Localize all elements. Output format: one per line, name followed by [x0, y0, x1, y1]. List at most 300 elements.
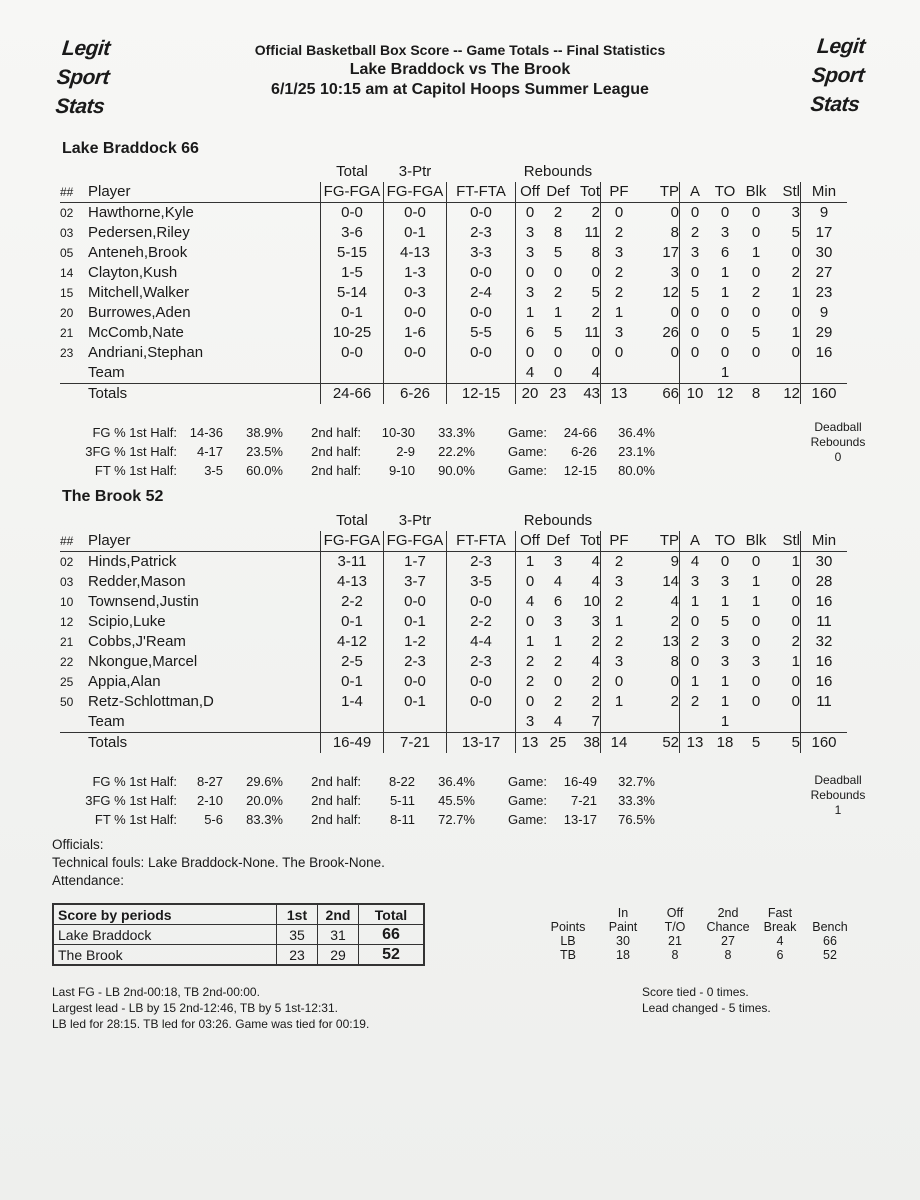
- stat-a: 0: [680, 652, 711, 672]
- stat-fg: 0-1: [321, 303, 384, 323]
- stat-fg: 2-5: [321, 652, 384, 672]
- stat-stl: 0: [791, 673, 800, 690]
- pct-h1p: 23.5%: [246, 444, 283, 459]
- stat-a: 0: [680, 323, 711, 343]
- pct-label: 3FG % 1st Half:: [85, 444, 177, 459]
- stat-def: 3: [553, 553, 563, 570]
- officials: Officials:: [52, 837, 104, 852]
- player-row: [60, 552, 847, 573]
- other-stats-table: [540, 906, 856, 962]
- stat-tp: 26: [662, 324, 679, 341]
- stat-stl: 0: [791, 244, 800, 261]
- player-number: 22: [60, 655, 74, 669]
- team1-deadball: [793, 420, 883, 465]
- stat-pf: [601, 363, 638, 384]
- player-name: Redder,Mason: [88, 573, 186, 590]
- pct-h2l: 2nd half:: [311, 793, 361, 808]
- header-cell: [710, 162, 740, 182]
- header-cell: [740, 162, 772, 182]
- player-number: 10: [60, 595, 74, 609]
- stat-tp3: 0-1: [384, 612, 447, 632]
- stat-a: 2: [680, 223, 711, 243]
- other-stats-value: 52: [823, 948, 837, 962]
- periods-header: Total: [359, 904, 425, 925]
- pct-g: 6-26: [570, 444, 597, 459]
- header-group-rebounds: Rebounds: [523, 512, 593, 529]
- header-cell: [637, 162, 680, 182]
- player-name: Townsend,Justin: [88, 593, 199, 610]
- header-tot: Tot: [572, 531, 601, 552]
- stat-to: 1: [720, 593, 730, 610]
- stat-fg: 5-15: [321, 243, 384, 263]
- pct-gp: 23.1%: [618, 444, 655, 459]
- other-stats-value: 21: [668, 934, 682, 948]
- other-stats-header: Off: [666, 906, 684, 920]
- header-stl: Stl: [772, 531, 801, 552]
- stat-fg: 0-1: [321, 612, 384, 632]
- total-tp3: 6-26: [384, 384, 447, 405]
- stat-blk: 0: [751, 204, 761, 221]
- pct-h1: 14-36: [189, 425, 223, 440]
- pct-h2l: 2nd half:: [311, 812, 361, 827]
- stat-tot: 2: [591, 693, 600, 710]
- stat-a: 3: [680, 572, 711, 592]
- total-a: 13: [680, 733, 711, 754]
- pct-gl: Game:: [507, 425, 547, 440]
- total-stl: 5: [772, 733, 801, 754]
- periods-header: Score by periods: [53, 904, 277, 925]
- stat-pf: 2: [601, 223, 638, 243]
- stat-def: 2: [553, 653, 563, 670]
- stat-to: 1: [720, 693, 730, 710]
- player-number: 21: [60, 635, 74, 649]
- stat-off: 1: [516, 632, 545, 652]
- stat-stl: 1: [791, 553, 800, 570]
- stat-pf: 1: [601, 303, 638, 323]
- header-date-venue: 6/1/25 10:15 am at Capitol Hoops Summer League: [271, 81, 649, 98]
- header-cell: [88, 162, 321, 182]
- player-row: [60, 203, 847, 224]
- stat-tp: 0: [670, 304, 679, 321]
- totals-row: [60, 733, 847, 754]
- total-tp3: 7-21: [384, 733, 447, 754]
- stat-pf: 2: [601, 552, 638, 573]
- stat-ft: 0-0: [447, 303, 516, 323]
- stat-def: 5: [553, 324, 563, 341]
- stat-off: 0: [516, 612, 545, 632]
- player-row: [60, 632, 847, 652]
- stat-tp: 3: [670, 264, 679, 281]
- period-score: 31: [318, 925, 359, 945]
- header-to: TO: [710, 531, 740, 552]
- last-fg: Last FG - LB 2nd-00:18, TB 2nd-00:00.: [52, 985, 260, 999]
- stat-fg: 5-14: [321, 283, 384, 303]
- stat-to: 1: [720, 673, 730, 690]
- stat-blk: 1: [751, 244, 761, 261]
- player-name: Hinds,Patrick: [88, 553, 177, 570]
- period-team: The Brook: [53, 945, 277, 966]
- pct-g: 12-15: [563, 463, 597, 478]
- header-off: Off: [516, 531, 545, 552]
- stat-stl: 1: [791, 284, 800, 301]
- other-stats-header: Chance: [706, 920, 750, 934]
- stat-def: 2: [553, 204, 563, 221]
- player-name: Retz-Schlottman,D: [88, 693, 214, 710]
- total-pf: 14: [601, 733, 638, 754]
- total-blk: 8: [740, 384, 772, 405]
- other-stats-value: 30: [616, 934, 630, 948]
- stat-off: 1: [516, 303, 545, 323]
- header-pf: PF: [601, 531, 638, 552]
- stat-def: 0: [553, 264, 563, 281]
- period-total: 66: [359, 925, 425, 945]
- attendance: Attendance:: [52, 873, 125, 888]
- stat-def: 8: [553, 224, 563, 241]
- stat-fg: 0-0: [321, 203, 384, 224]
- player-row: [60, 223, 847, 243]
- stat-def: 0: [553, 344, 563, 361]
- stat-min: 9: [801, 203, 848, 224]
- stat-tp3: 0-0: [384, 672, 447, 692]
- header-cell: [740, 511, 772, 531]
- stat-tot: 10: [583, 593, 600, 610]
- period-team: Lake Braddock: [53, 925, 277, 945]
- other-stats-team: TB: [560, 948, 576, 962]
- total-a: 10: [680, 384, 711, 405]
- stat-blk: 0: [751, 264, 761, 281]
- header-a: A: [680, 182, 711, 203]
- header-cell: [801, 162, 848, 182]
- header-stl: Stl: [772, 182, 801, 203]
- stat-def: 2: [553, 284, 563, 301]
- player-name: Pedersen,Riley: [88, 224, 190, 241]
- stat-a: 1: [680, 592, 711, 612]
- score-by-periods: [52, 903, 425, 966]
- stat-fg: 10-25: [321, 323, 384, 343]
- stat-to: 0: [720, 204, 730, 221]
- largest-lead: Largest lead - LB by 15 2nd-12:46, TB by 5 1st-12:31.: [52, 1001, 338, 1015]
- total-min: 160: [801, 384, 848, 405]
- pct-gl: Game:: [507, 444, 547, 459]
- pct-label: FT % 1st Half:: [94, 463, 177, 478]
- box-header-row: [60, 182, 847, 203]
- player-number: 02: [60, 555, 74, 569]
- stat-ft: 5-5: [447, 323, 516, 343]
- misc-info: [52, 836, 385, 890]
- stat-tp: [637, 712, 680, 733]
- box-header-group-row: [60, 162, 847, 182]
- header-player: Player: [88, 182, 321, 203]
- logo-text: Sport: [810, 64, 866, 87]
- total-tp: 66: [637, 384, 680, 405]
- pct-h1: 2-10: [196, 793, 223, 808]
- other-stats-value: 66: [823, 934, 837, 948]
- stat-tp3: 0-1: [384, 692, 447, 712]
- pct-h2p: 90.0%: [438, 463, 475, 478]
- footer-left: [52, 984, 369, 1032]
- other-stats-header: In: [617, 906, 629, 920]
- player-name: Andriani,Stephan: [88, 344, 204, 361]
- stat-to: 0: [720, 304, 730, 321]
- player-number: 21: [60, 326, 74, 340]
- stat-fg: [321, 712, 384, 733]
- stat-a: 1: [680, 672, 711, 692]
- stat-min: 16: [801, 652, 848, 672]
- periods-header: 2nd: [318, 904, 359, 925]
- stat-fg: 2-2: [321, 592, 384, 612]
- stat-stl: 0: [791, 573, 800, 590]
- total-stl: 12: [772, 384, 801, 405]
- header-def: Def: [544, 531, 572, 552]
- stat-blk: 0: [751, 693, 761, 710]
- stat-pf: 2: [601, 283, 638, 303]
- total-off: 13: [516, 733, 545, 754]
- stat-tp: 13: [662, 633, 679, 650]
- other-stats-value: 18: [616, 948, 630, 962]
- deadball-value: 0: [834, 450, 842, 464]
- totals-label: Totals: [88, 384, 321, 405]
- header-tp3: FG-FGA: [384, 531, 447, 552]
- stat-off: 3: [516, 223, 545, 243]
- pct-row: [59, 773, 655, 790]
- stat-pf: 0: [601, 672, 638, 692]
- stat-def: 0: [553, 364, 563, 381]
- stat-ft: 4-4: [447, 632, 516, 652]
- stat-tp3: 0-0: [384, 203, 447, 224]
- stat-off: 4: [516, 363, 545, 384]
- pct-label: FT % 1st Half:: [94, 812, 177, 827]
- stat-tot: 0: [591, 344, 600, 361]
- stat-blk: 0: [751, 673, 761, 690]
- pct-h1: 5-6: [204, 812, 223, 827]
- stat-to: 3: [720, 573, 730, 590]
- header-num: ##: [60, 531, 88, 552]
- totals-label: Totals: [88, 733, 321, 754]
- header-cell: [60, 162, 88, 182]
- stat-fg: 3-6: [321, 223, 384, 243]
- player-row: [60, 263, 847, 283]
- stat-a: 2: [680, 632, 711, 652]
- stat-to: 1: [720, 284, 730, 301]
- pct-h2p: 22.2%: [438, 444, 475, 459]
- header-tot: Tot: [572, 182, 601, 203]
- pct-row: [59, 792, 655, 809]
- stat-blk: [740, 363, 772, 384]
- team1-title: Lake Braddock 66: [62, 140, 199, 157]
- stat-off: 1: [516, 552, 545, 573]
- player-number: 20: [60, 306, 74, 320]
- pct-h1: 3-5: [204, 463, 223, 478]
- pct-g: 16-49: [563, 774, 597, 789]
- stat-min: 27: [801, 263, 848, 283]
- technical-fouls: Technical fouls: Lake Braddock-None. The Brook-None.: [52, 855, 385, 870]
- stat-min: 28: [801, 572, 848, 592]
- score-tied: Score tied - 0 times.: [642, 985, 749, 999]
- stat-blk: 0: [751, 344, 761, 361]
- stat-tot: 4: [591, 364, 600, 381]
- stat-ft: [447, 363, 516, 384]
- stat-fg: 1-4: [321, 692, 384, 712]
- stat-blk: 0: [751, 553, 761, 570]
- stat-stl: 0: [791, 344, 800, 361]
- player-number: 12: [60, 615, 74, 629]
- player-name: Appia,Alan: [88, 673, 161, 690]
- stat-min: 29: [801, 323, 848, 343]
- header-matchup: Lake Braddock vs The Brook: [349, 61, 571, 78]
- stat-off: 0: [516, 263, 545, 283]
- player-row: [60, 572, 847, 592]
- player-name: Burrowes,Aden: [88, 304, 191, 321]
- stat-a: 0: [680, 203, 711, 224]
- team-row: [60, 712, 847, 733]
- team1-box-table: [60, 162, 847, 404]
- player-name: Cobbs,J'Ream: [88, 633, 186, 650]
- pct-gl: Game:: [507, 793, 547, 808]
- stat-min: 30: [801, 243, 848, 263]
- stat-min: 11: [801, 612, 848, 632]
- stat-tp: 0: [670, 344, 679, 361]
- stat-ft: 2-2: [447, 612, 516, 632]
- team-row-label: Team: [88, 364, 125, 381]
- stat-ft: 0-0: [447, 343, 516, 363]
- stat-pf: 2: [601, 263, 638, 283]
- other-stats-value: 6: [776, 948, 784, 962]
- pct-h1: 4-17: [196, 444, 223, 459]
- header-cell: [680, 511, 711, 531]
- team1-pct-table: [57, 422, 657, 481]
- stat-ft: [447, 712, 516, 733]
- total-off: 20: [516, 384, 545, 405]
- other-stats-header: Fast: [767, 906, 793, 920]
- header-tp3: FG-FGA: [384, 182, 447, 203]
- stat-def: 1: [553, 633, 563, 650]
- pct-label: FG % 1st Half:: [92, 425, 177, 440]
- pct-row: [59, 424, 655, 441]
- player-row: [60, 323, 847, 343]
- stat-ft: 0-0: [447, 672, 516, 692]
- stat-tp3: [384, 363, 447, 384]
- stat-tp3: 1-7: [384, 552, 447, 573]
- header-a: A: [680, 531, 711, 552]
- stat-blk: 0: [751, 304, 761, 321]
- header-title: Official Basketball Box Score -- Game Totals -- Final Statistics: [254, 42, 666, 58]
- other-stats-header: Break: [763, 920, 797, 934]
- stat-a: [680, 363, 711, 384]
- player-number: 23: [60, 346, 74, 360]
- stat-tot: 11: [584, 224, 600, 241]
- header-num: ##: [60, 182, 88, 203]
- stat-tp: 9: [670, 553, 679, 570]
- stat-tot: 11: [584, 324, 600, 341]
- box-header-row: [60, 531, 847, 552]
- stat-def: 6: [553, 593, 563, 610]
- header-min: Min: [801, 531, 848, 552]
- stat-to: 5: [720, 613, 730, 630]
- stat-min: 23: [801, 283, 848, 303]
- stat-pf: 0: [601, 343, 638, 363]
- team2-pct-table: [57, 771, 657, 830]
- other-stats-header: Paint: [608, 920, 638, 934]
- other-stats-header: Points: [550, 920, 586, 934]
- stat-min: 32: [801, 632, 848, 652]
- header-player: Player: [88, 531, 321, 552]
- stat-fg: 4-12: [321, 632, 384, 652]
- stat-min: 16: [801, 592, 848, 612]
- pct-h2: 8-22: [388, 774, 415, 789]
- totals-row: [60, 384, 847, 405]
- stat-def: 4: [553, 573, 563, 590]
- stat-tp: 4: [670, 593, 679, 610]
- periods-header: 1st: [277, 904, 318, 925]
- total-tot: 43: [572, 384, 601, 405]
- stat-tot: 4: [591, 573, 600, 590]
- player-row: [60, 343, 847, 363]
- pct-row: [59, 811, 655, 828]
- pct-h2p: 33.3%: [438, 425, 475, 440]
- logo-left: [43, 34, 122, 121]
- logo-text: Stats: [54, 95, 106, 118]
- stat-pf: 1: [601, 612, 638, 632]
- total-ft: 12-15: [447, 384, 516, 405]
- pct-h2: 10-30: [381, 425, 415, 440]
- header-group-3ptr: 3-Ptr: [398, 163, 432, 180]
- stat-tp3: 4-13: [384, 243, 447, 263]
- led-for: LB led for 28:15. TB led for 03:26. Game was tied for 00:19.: [52, 1017, 370, 1031]
- pct-h2p: 36.4%: [438, 774, 475, 789]
- pct-h1p: 38.9%: [246, 425, 283, 440]
- stat-tp: 2: [670, 693, 679, 710]
- header-cell: [637, 511, 680, 531]
- pct-g: 13-17: [563, 812, 597, 827]
- stat-off: 3: [516, 283, 545, 303]
- player-row: [60, 243, 847, 263]
- stat-min: 30: [801, 552, 848, 573]
- header-cell: [60, 511, 88, 531]
- pct-gp: 80.0%: [618, 463, 655, 478]
- total-def: 23: [544, 384, 572, 405]
- stat-a: 0: [680, 263, 711, 283]
- stat-blk: 0: [751, 633, 761, 650]
- stat-def: 5: [553, 244, 563, 261]
- other-stats-header: Bench: [812, 920, 848, 934]
- total-pf: 13: [601, 384, 638, 405]
- stat-tp: 8: [670, 224, 679, 241]
- stat-tp3: 1-3: [384, 263, 447, 283]
- total-blk: 5: [740, 733, 772, 754]
- period-score: 35: [277, 925, 318, 945]
- pct-gl: Game:: [507, 463, 547, 478]
- stat-to: 0: [720, 553, 730, 570]
- total-to: 18: [710, 733, 740, 754]
- stat-stl: 0: [791, 693, 800, 710]
- player-number: [60, 363, 88, 384]
- other-stats-value: 4: [776, 934, 784, 948]
- header-cell: [680, 162, 711, 182]
- stat-stl: 2: [791, 264, 800, 281]
- pct-h1p: 83.3%: [246, 812, 283, 827]
- stat-tp: 2: [670, 613, 679, 630]
- header-fg: FG-FGA: [321, 531, 384, 552]
- header-cell: [447, 511, 516, 531]
- total-min: 160: [801, 733, 848, 754]
- logo-right: [793, 32, 882, 119]
- pct-label: 3FG % 1st Half:: [85, 793, 177, 808]
- pct-gp: 32.7%: [618, 774, 655, 789]
- stat-to: 1: [720, 264, 730, 281]
- stat-pf: [601, 712, 638, 733]
- player-number: 05: [60, 246, 74, 260]
- logo-text: Legit: [815, 35, 867, 58]
